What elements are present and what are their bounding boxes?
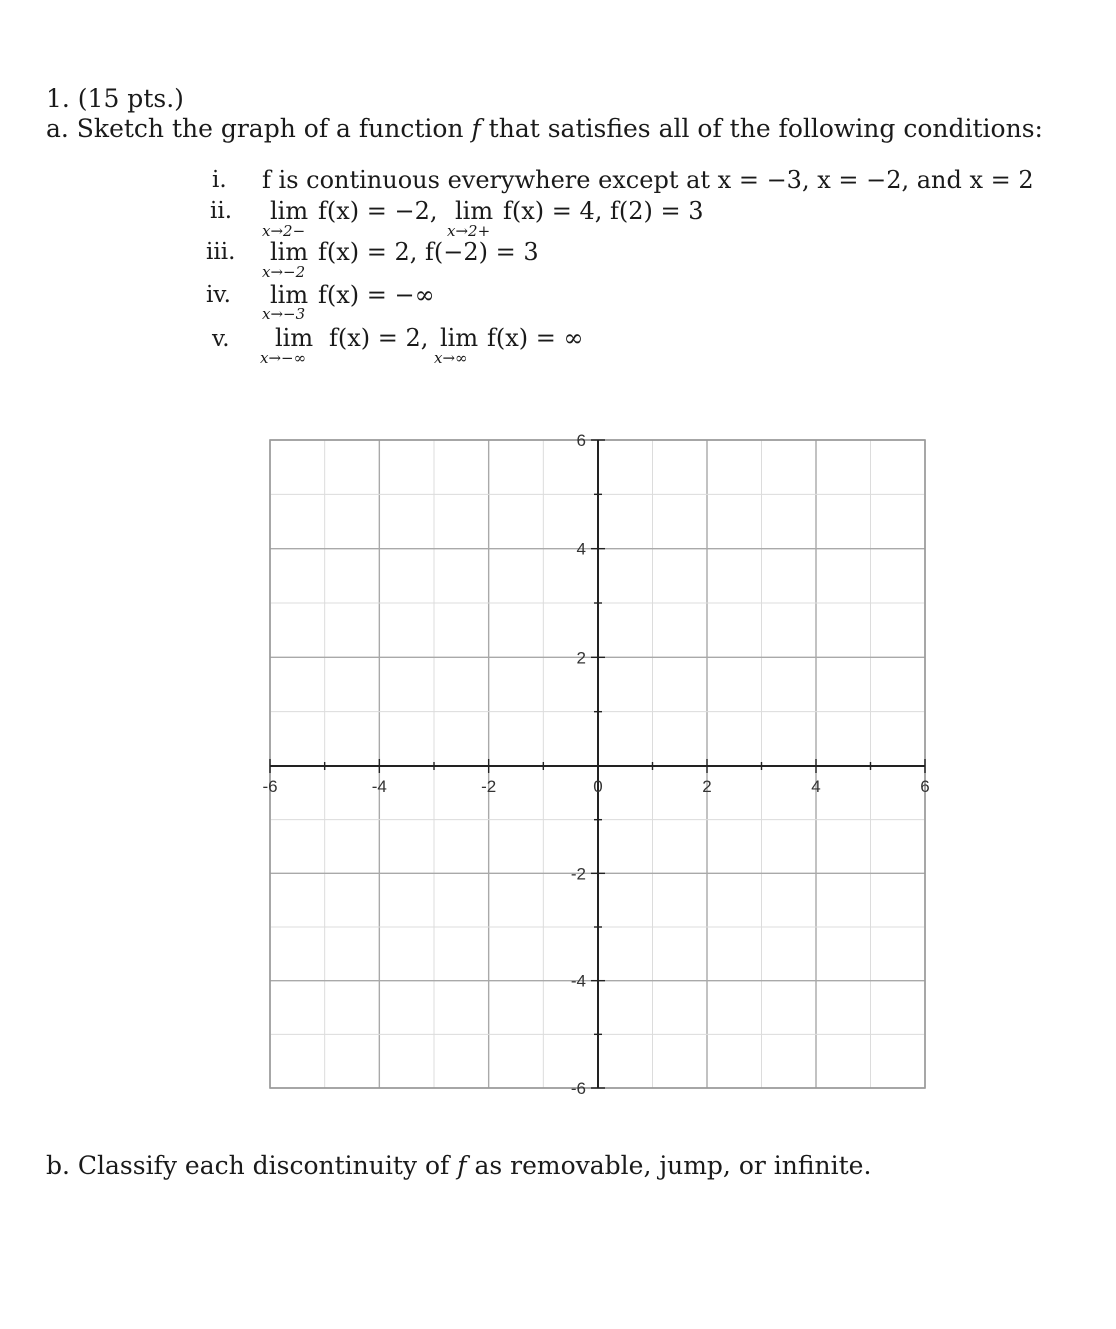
condition-ii-numeral: ii. <box>210 198 233 224</box>
part-b-instruction <box>46 1151 871 1180</box>
condition-v-numeral: v. <box>212 326 230 352</box>
condition-v-lim-1: lim <box>275 324 314 352</box>
condition-iv-numeral: iv. <box>206 282 231 308</box>
y-tick-label: 4 <box>576 539 586 559</box>
problem-header: 1. (15 pts.) <box>46 84 184 113</box>
part-b-prefix: b. Classify each discontinuity of <box>46 1151 458 1180</box>
y-tick-label: -6 <box>570 1079 586 1098</box>
condition-iv-expr: f(x) = −∞ <box>318 281 435 309</box>
condition-iii-expr: f(x) = 2, f(−2) = 3 <box>318 238 539 266</box>
x-tick-label: -6 <box>262 777 278 796</box>
part-a-suffix: that satisfies all of the following conditions: <box>480 114 1043 143</box>
x-tick-label: -4 <box>371 777 387 796</box>
condition-i-numeral: i. <box>212 167 227 193</box>
condition-v-sub-1: x→−∞ <box>260 349 307 367</box>
x-tick-label: 4 <box>811 777 821 796</box>
condition-ii-sub-1: x→2− <box>262 222 306 240</box>
condition-ii-lim-1: lim <box>270 197 309 225</box>
x-tick-label: 0 <box>593 777 603 796</box>
y-tick-label: -4 <box>570 971 586 991</box>
x-tick-label: -2 <box>481 777 497 796</box>
condition-ii-lim-2: lim <box>455 197 494 225</box>
condition-ii-expr-1: f(x) = −2, <box>318 197 438 225</box>
condition-i-text: f is continuous everywhere except at x = −3, x = −2, and x = 2 <box>262 166 1034 194</box>
condition-iv-lim: lim <box>270 281 309 309</box>
condition-v-expr-2: f(x) = ∞ <box>487 324 584 352</box>
y-tick-label: -2 <box>570 864 586 884</box>
part-a-var: f <box>471 114 481 143</box>
condition-iii-lim: lim <box>270 238 309 266</box>
part-b-suffix: as removable, jump, or infinite. <box>466 1151 872 1180</box>
x-tick-label: 2 <box>702 777 712 796</box>
axis-tick-labels <box>262 431 929 1098</box>
y-tick-label: 6 <box>576 431 586 450</box>
condition-v-sub-2: x→∞ <box>434 349 468 367</box>
condition-ii-sub-2: x→2+ <box>447 222 491 240</box>
x-tick-label: 6 <box>920 777 930 796</box>
condition-iii-sub: x→−2 <box>262 263 306 281</box>
condition-iv-sub: x→−3 <box>262 305 306 323</box>
condition-v-expr-1: f(x) = 2, <box>329 324 429 352</box>
condition-iii-numeral: iii. <box>206 239 236 265</box>
condition-ii-expr-2: f(x) = 4, f(2) = 3 <box>503 197 704 225</box>
part-b-var: f <box>457 1151 467 1180</box>
part-a-prefix: a. Sketch the graph of a function <box>46 114 472 143</box>
condition-v-lim-2: lim <box>440 324 479 352</box>
y-tick-label: 2 <box>576 648 586 668</box>
